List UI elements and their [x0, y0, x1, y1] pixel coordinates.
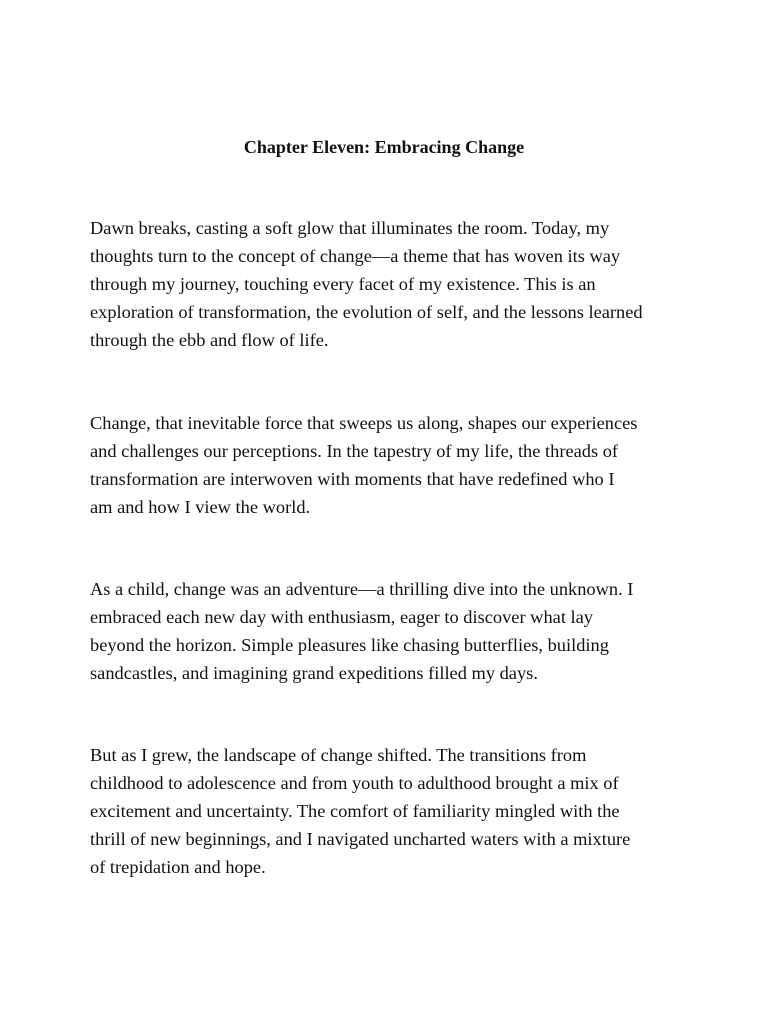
paragraph-line: exploration of transformation, the evolution of self, and the lessons learned	[90, 302, 643, 322]
paragraph-line: and challenges our perceptions. In the tapestry of my life, the threads of	[90, 441, 619, 461]
chapter-title: Chapter Eleven: Embracing Change	[243, 137, 525, 157]
paragraph-line: But as I grew, the landscape of change shifted. The transitions from	[90, 745, 587, 765]
paragraph-3	[90, 575, 690, 687]
paragraph-1	[90, 214, 690, 354]
paragraph-line: thrill of new beginnings, and I navigated uncharted waters with a mixture	[90, 829, 631, 849]
paragraph-2	[90, 409, 690, 521]
paragraph-line: As a child, change was an adventure—a thrilling dive into the unknown. I	[90, 579, 634, 599]
paragraph-line: thoughts turn to the concept of change—a theme that has woven its way	[90, 246, 621, 266]
paragraph-line: Dawn breaks, casting a soft glow that illuminates the room. Today, my	[90, 218, 610, 238]
paragraph-line: through my journey, touching every facet of my existence. This is an	[90, 274, 596, 294]
paragraph-4	[90, 741, 690, 881]
paragraph-line: transformation are interwoven with moments that have redefined who I	[90, 469, 615, 489]
paragraph-line: sandcastles, and imagining grand expeditions filled my days.	[90, 663, 538, 683]
paragraph-line: through the ebb and flow of life.	[90, 330, 329, 350]
paragraph-line: embraced each new day with enthusiasm, eager to discover what lay	[90, 607, 593, 627]
paragraph-line: of trepidation and hope.	[90, 857, 266, 877]
paragraph-line: am and how I view the world.	[90, 497, 311, 517]
paragraph-line: beyond the horizon. Simple pleasures like chasing butterflies, building	[90, 635, 609, 655]
paragraph-line: childhood to adolescence and from youth to adulthood brought a mix of	[90, 773, 619, 793]
paragraph-line: excitement and uncertainty. The comfort of familiarity mingled with the	[90, 801, 620, 821]
paragraph-line: Change, that inevitable force that sweeps us along, shapes our experiences	[90, 413, 638, 433]
